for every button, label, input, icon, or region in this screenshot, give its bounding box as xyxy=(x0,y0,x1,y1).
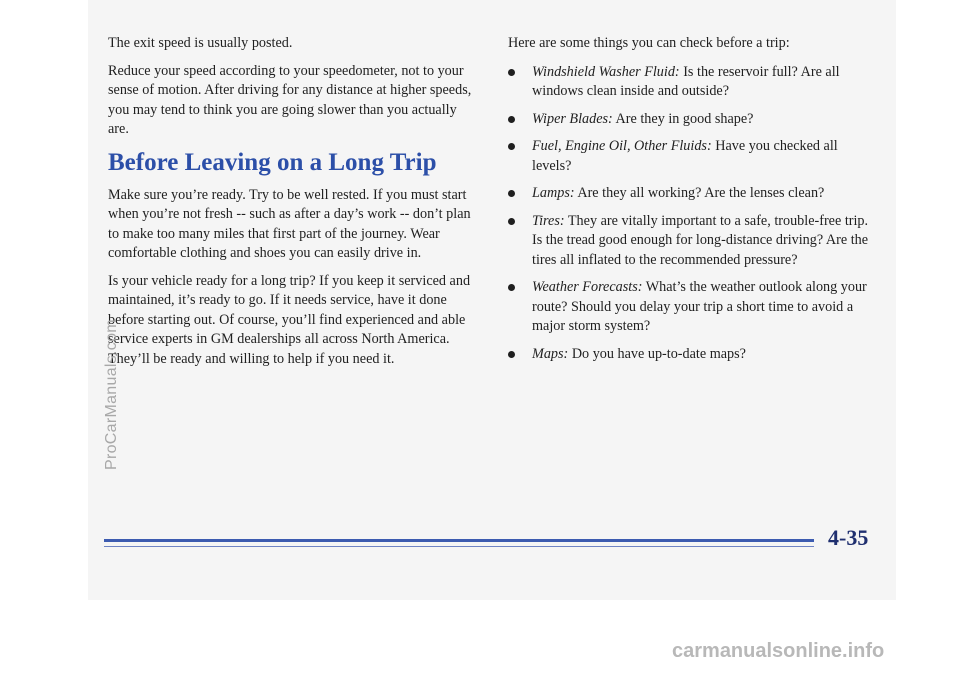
item-text: Is the reservoir full? Are all windows clean inside and outside? xyxy=(532,63,840,99)
item-label: Fuel, Engine Oil, Other Fluids: xyxy=(532,138,712,154)
list-item xyxy=(508,63,878,102)
item-label: Tires: xyxy=(532,212,565,229)
footer-rule-thick xyxy=(104,539,814,542)
bullet-icon xyxy=(508,69,515,76)
item-text: Are they all working? Are the lenses clean? xyxy=(574,185,825,201)
speed-advice-text: Reduce your speed according to your speedometer, not to your sense of motion. After driving for any distance at higher speeds, you may tend to think you are going slower than you actually are. xyxy=(108,62,472,137)
item-label: Windshield Washer Fluid: xyxy=(532,63,680,80)
side-watermark: ProCarManuals.com xyxy=(103,319,120,470)
footer-rule-thin xyxy=(104,546,814,547)
item-text: Have you checked all levels? xyxy=(532,138,838,174)
ready-text: Make sure you’re ready. Try to be well rested. If you must start when you’re not fresh -- such as after a day’s work -- don’t plan to make too many miles that first part of the journey. Wear comfortable clothing and shoes you can easily drive in. xyxy=(108,186,471,261)
item-label: Maps: xyxy=(532,345,569,362)
list-item xyxy=(508,110,878,130)
bullet-icon xyxy=(508,351,515,358)
checklist-intro: Here are some things you can check before a trip: xyxy=(508,35,790,51)
bullet-icon xyxy=(508,284,515,291)
item-text: Do you have up-to-date maps? xyxy=(568,345,746,362)
bullet-icon xyxy=(508,190,515,197)
list-item xyxy=(508,184,878,204)
bullet-icon xyxy=(508,218,515,225)
list-item xyxy=(508,278,878,337)
item-text: Are they in good shape? xyxy=(612,110,754,127)
vehicle-ready-text: Is your vehicle ready for a long trip? If you keep it serviced and maintained, it’s ready to go. If it needs service, have it done before starting out. Of course, you’ll find experienced and able service experts in GM dealerships all across North America. They’ll be ready and willing to help if you need it. xyxy=(108,272,471,367)
list-item xyxy=(508,212,878,271)
section-heading: Before Leaving on a Long Trip xyxy=(108,148,437,176)
item-label: Lamps: xyxy=(532,185,575,201)
bullet-icon xyxy=(508,143,515,150)
right-column xyxy=(508,34,878,372)
checklist xyxy=(508,63,878,365)
footer-watermark: carmanualsonline.info xyxy=(672,640,885,662)
item-label: Wiper Blades: xyxy=(532,110,613,127)
item-text: They are vitally important to a safe, trouble-free trip. Is the tread good enough for long-distance driving? Are the tires all inflated to the recommended pressure? xyxy=(532,212,869,268)
page-number: 4-35 xyxy=(828,525,869,550)
list-item xyxy=(508,345,878,365)
item-label: Weather Forecasts: xyxy=(532,279,643,295)
exit-speed-text: The exit speed is usually posted. xyxy=(108,35,293,51)
list-item xyxy=(508,137,878,176)
left-column xyxy=(108,34,478,377)
bullet-icon xyxy=(508,116,515,123)
item-text: What’s the weather outlook along your route? Should you delay your trip a short time to avoid a major storm system? xyxy=(532,279,867,334)
